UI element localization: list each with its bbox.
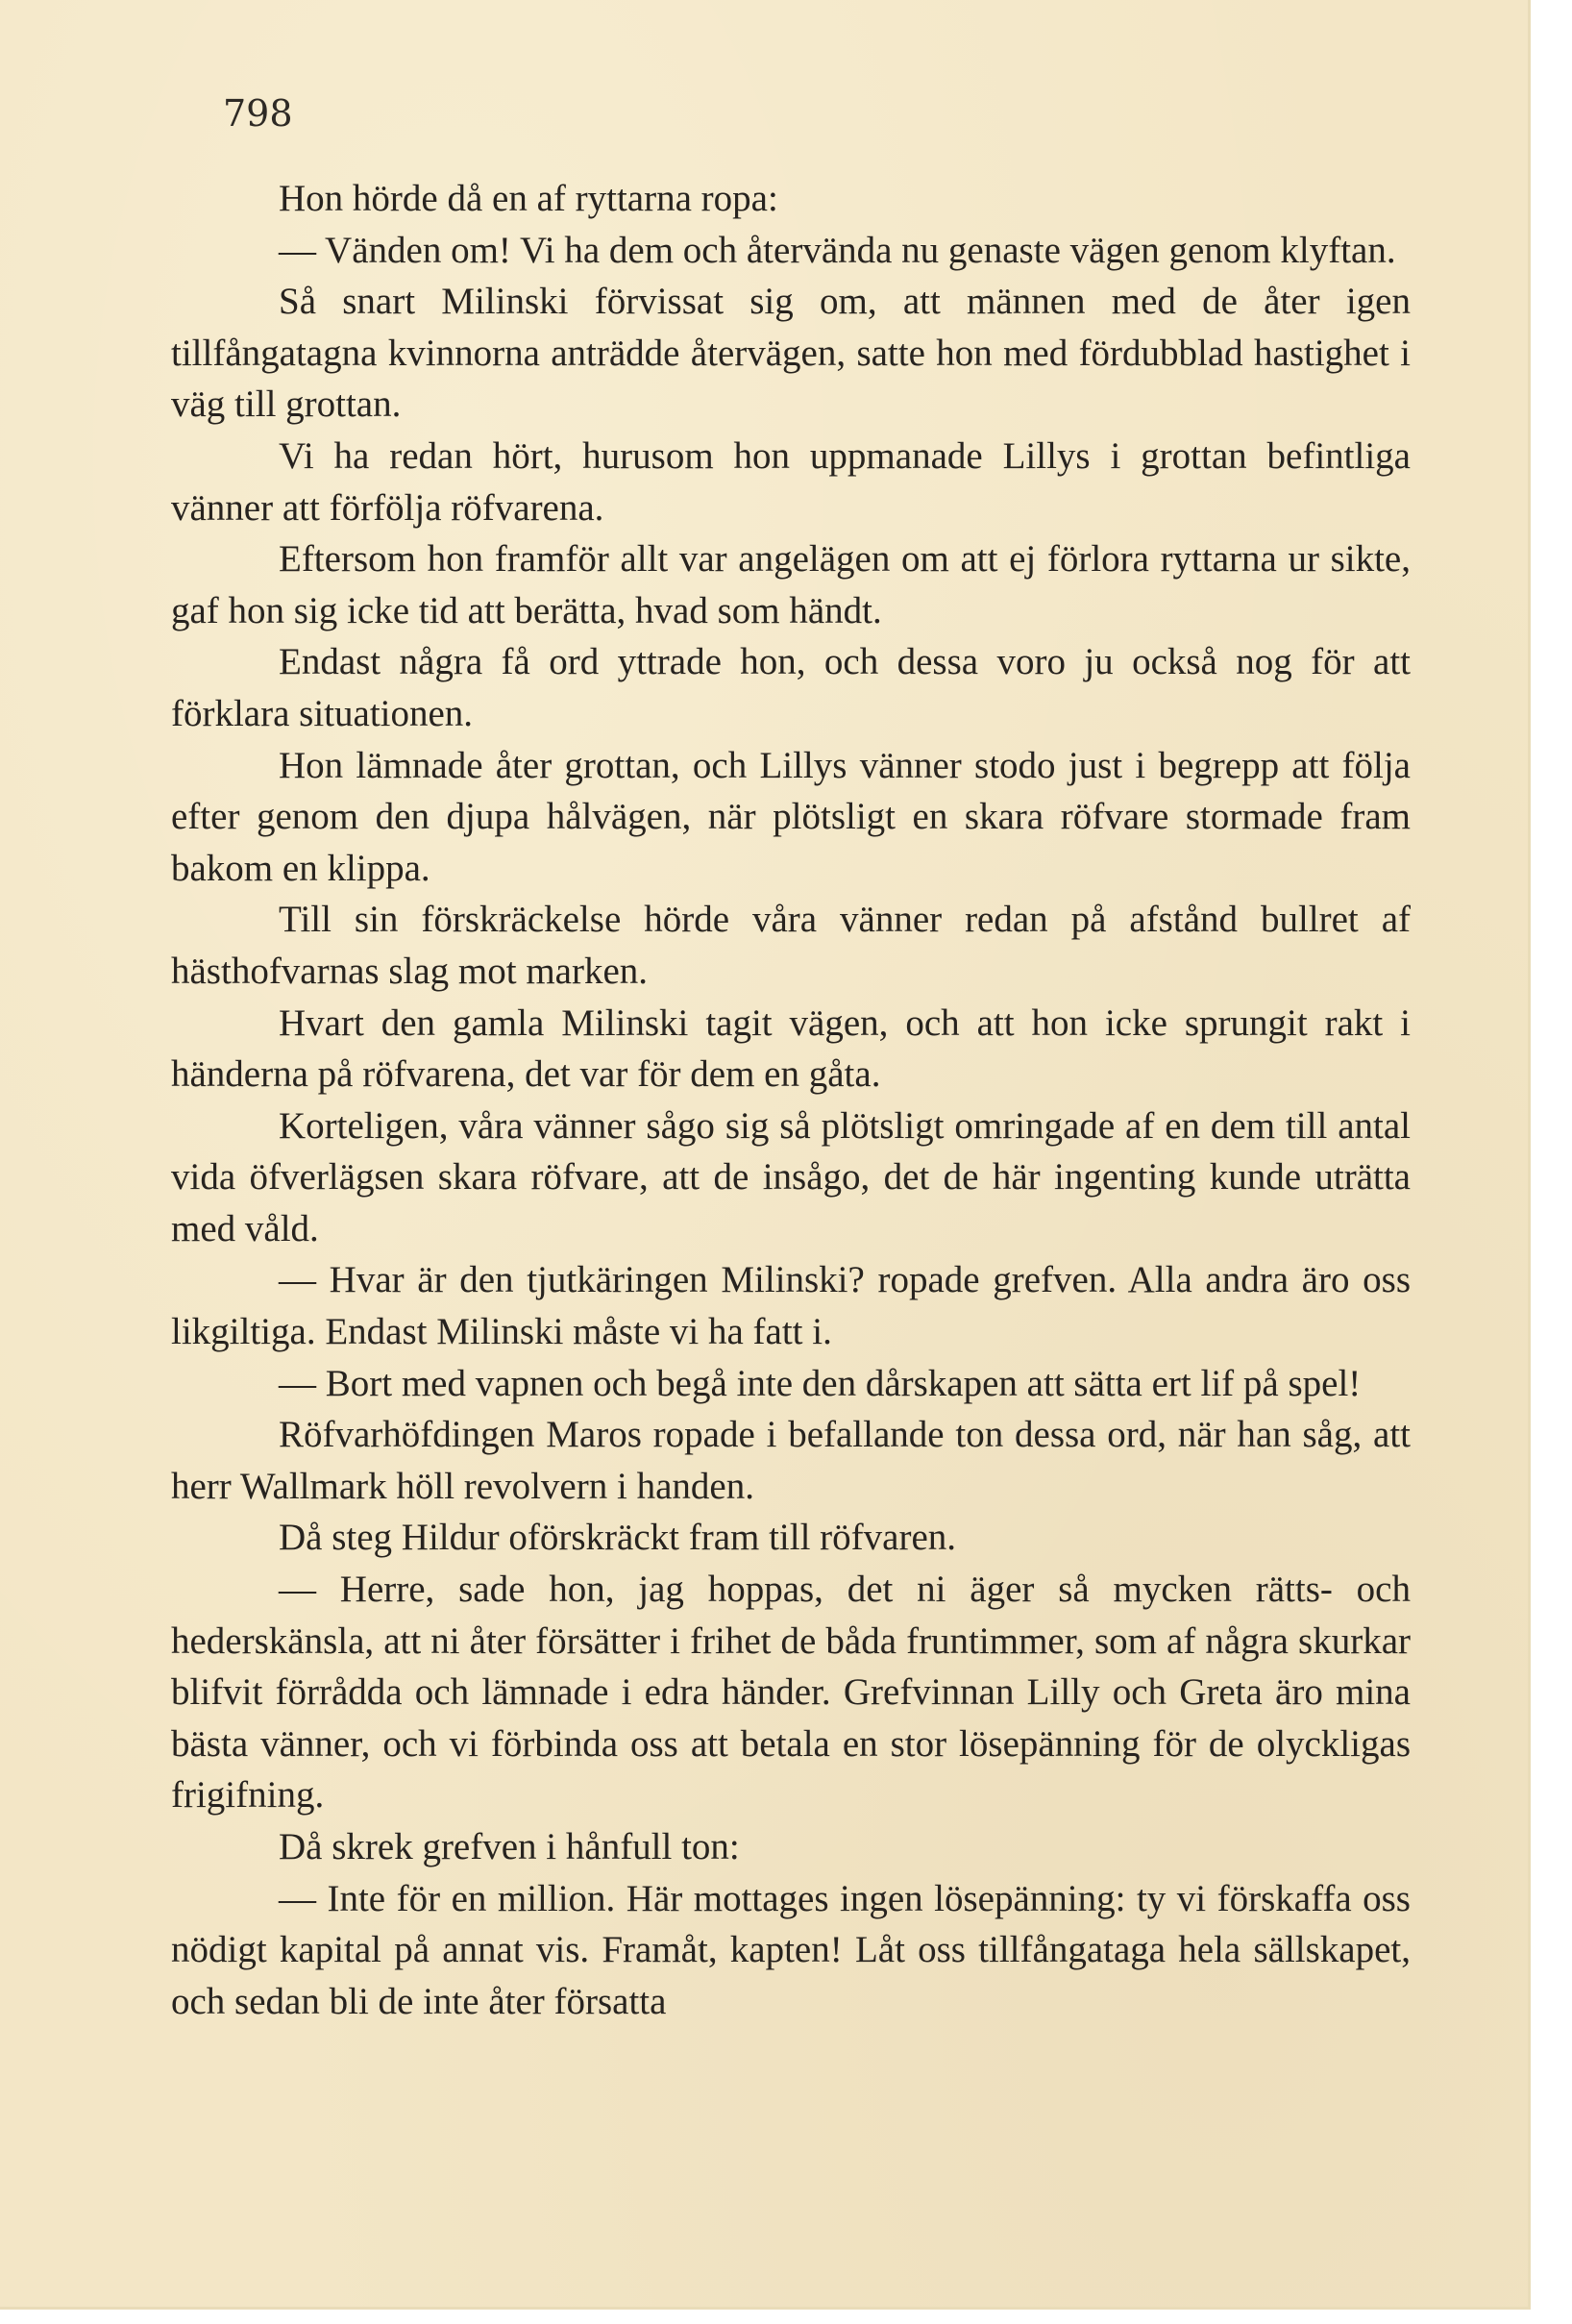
paragraph: Hvart den gamla Milinski tagit vägen, och att hon icke sprungit rakt i händerna på röfvarena, det var för dem en gåta. (171, 1001, 1411, 1096)
paragraph: — Vänden om! Vi ha dem och återvända nu genaste vägen genom klyftan. (279, 229, 1396, 271)
paragraph: Korteligen, våra vänner sågo sig så plötsligt omringade af en dem till antal vida öfverlägsen skara röfvare, att de insågo, det de här ingenting kunde uträtta med våld. (171, 1104, 1411, 1249)
paragraph: Röfvarhöfdingen Maros ropade i befallande ton dessa ord, när han såg, att herr Wallmark höll revolvern i handen. (171, 1414, 1411, 1507)
paragraph: — Hvar är den tjutkäringen Milinski? ropade grefven. Alla andra äro oss likgiltiga. Endast Milinski måste vi ha fatt i. (171, 1259, 1411, 1353)
page-number: 798 (223, 92, 293, 135)
body-text (171, 173, 1411, 2027)
paragraph: Då steg Hildur oförskräckt fram till röfvaren. (279, 1517, 957, 1559)
paragraph: Hon hörde då en af ryttarna ropa: (279, 178, 778, 219)
paragraph: Vi ha redan hört, hurusom hon uppmanade Lillys i grottan befintliga vänner att förfölja röfvarena. (171, 434, 1411, 529)
paragraph: Hon lämnade åter grottan, och Lillys vänner stodo just i begrepp att följa efter genom den djupa hålvägen, när plötsligt en skara röfvare stormade fram bakom en klippa. (171, 744, 1411, 889)
paragraph: — Bort med vapnen och begå inte den dårskapen att sätta ert lif på spel! (279, 1362, 1362, 1404)
paragraph: Eftersom hon framför allt var angelägen om att ej förlora ryttarna ur sikte, gaf hon sig icke tid att berätta, hvad som händt. (171, 538, 1411, 631)
paragraph: — Inte för en million. Här mottages ingen lösepänning: ty vi förskaffa oss nödigt kapital på annat vis. Framåt, kapten! Låt oss tillfångataga hela sällskapet, och sedan bli de inte åter försatta (171, 1877, 1411, 2022)
paragraph: Så snart Milinski förvissat sig om, att männen med de åter igen tillfångatagna kvinnorna anträdde återvägen, satte hon med fördubblad hastighet i väg till grottan. (171, 281, 1411, 426)
paragraph: Endast några få ord yttrade hon, och dessa voro ju också nog för att förklara situationen. (171, 641, 1411, 734)
paragraph: — Herre, sade hon, jag hoppas, det ni äger så mycken rätts- och hederskänsla, att ni åter försätter i frihet de båda fruntimmer, som af några skurkar blifvit förrådda och lämnade i edra händer. Grefvinnan Lilly och Greta äro mina bästa vänner, och vi förbinda oss att betala en stor lösepänning för de olyckligas frigifning. (171, 1569, 1411, 1817)
paragraph: Då skrek grefven i hånfull ton: (279, 1826, 740, 1867)
paragraph: Till sin förskräckelse hörde våra vänner redan på afstånd bullret af hästhofvarnas slag mot marken. (171, 899, 1411, 992)
